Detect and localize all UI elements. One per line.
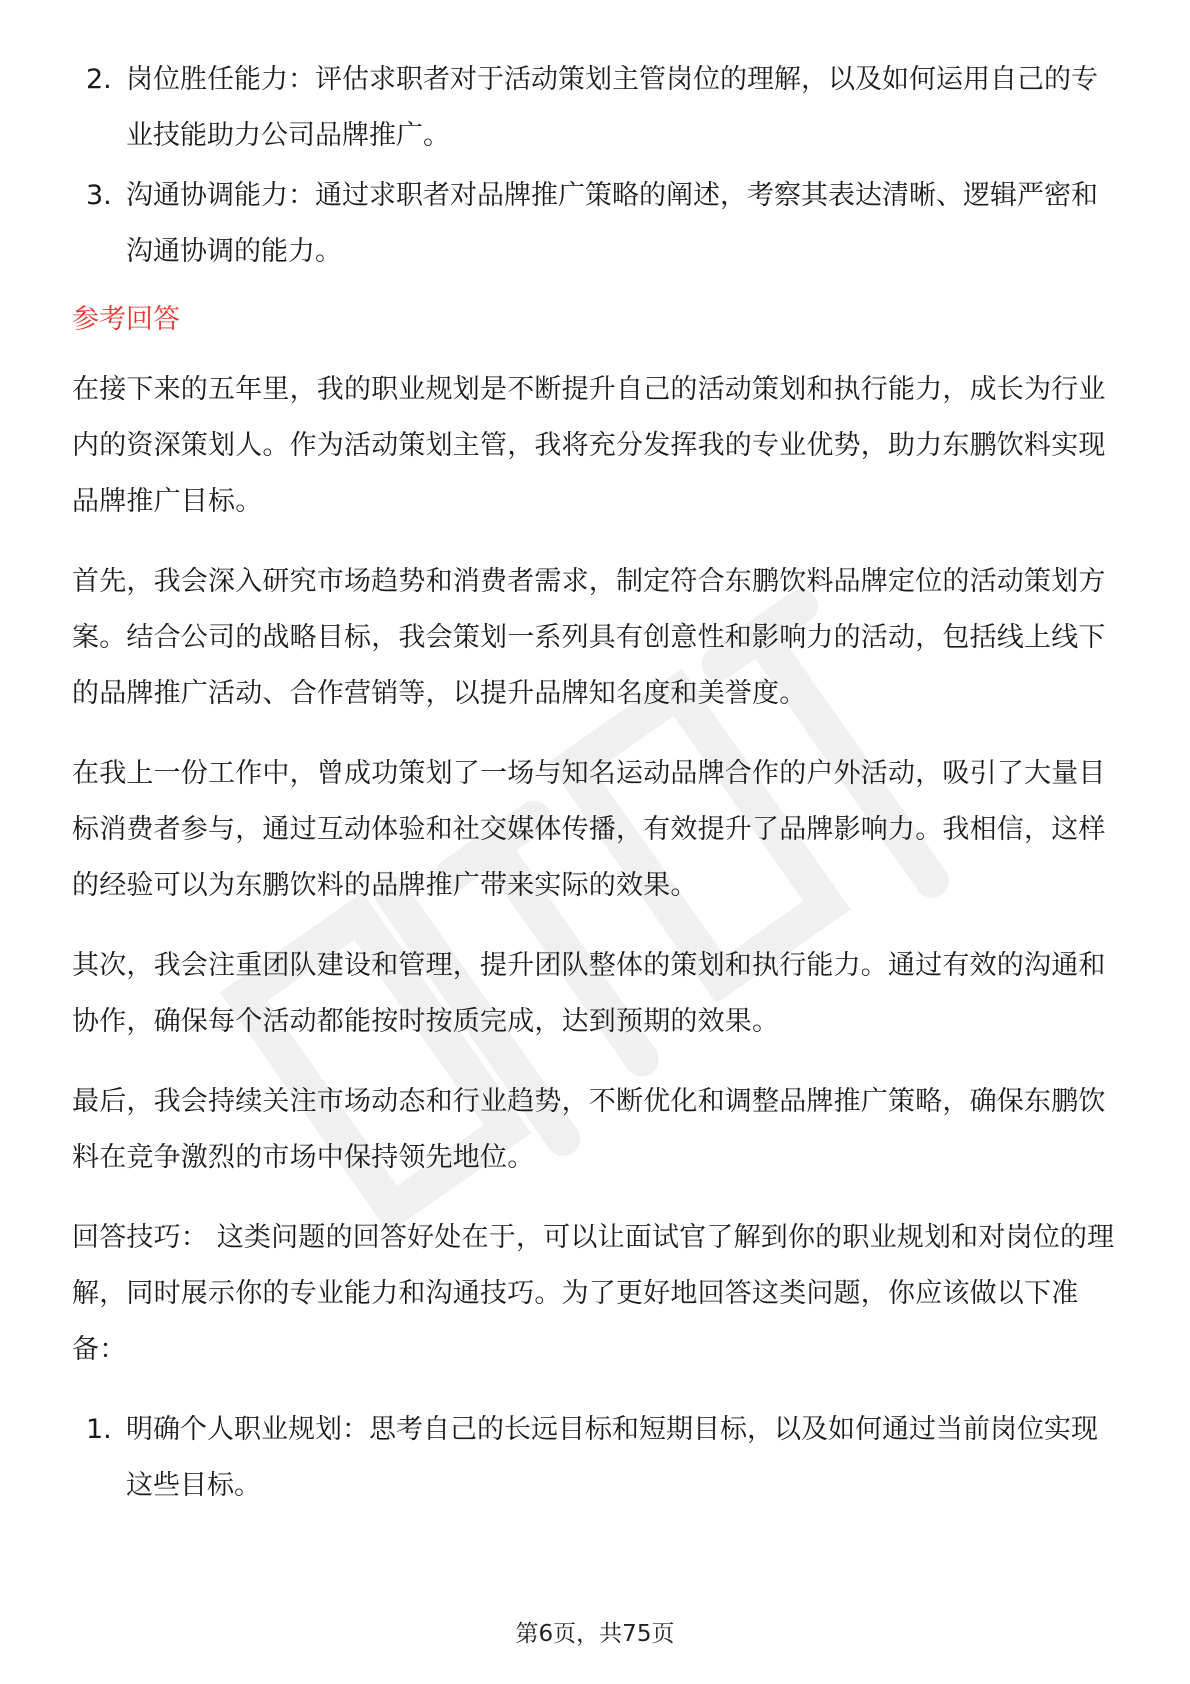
list-number: 3. (86, 180, 112, 211)
page-footer: 第6页，共75页 (515, 1621, 675, 1647)
document-page (72, 52, 1122, 1518)
top-numbered-list (72, 52, 1122, 280)
paragraph: 回答技巧： 这类问题的回答好处在于，可以让面试官了解到你的职业规划和对岗位的理解，同时展示你的专业能力和沟通技巧。为了更好地回答这类问题，你应该做以下准备： (72, 1222, 1115, 1365)
list-item (72, 52, 1122, 164)
paragraph: 其次，我会注重团队建设和管理，提升团队整体的策划和执行能力。通过有效的沟通和协作，确保每个活动都能按时按质完成，达到预期的效果。 (72, 950, 1106, 1037)
list-number: 2. (86, 64, 112, 95)
list-text: 明确个人职业规划：思考自己的长远目标和短期目标，以及如何通过当前岗位实现这些目标。 (126, 1414, 1098, 1501)
paragraph: 在接下来的五年里，我的职业规划是不断提升自己的活动策划和执行能力，成长为行业内的资深策划人。作为活动策划主管，我将充分发挥我的专业优势，助力东鹏饮料实现品牌推广目标。 (72, 374, 1106, 517)
paragraph: 在我上一份工作中，曾成功策划了一场与知名运动品牌合作的户外活动，吸引了大量目标消费者参与，通过互动体验和社交媒体传播，有效提升了品牌影响力。我相信，这样的经验可以为东鹏饮料的品牌推广带来实际的效果。 (72, 758, 1106, 901)
section-title: 参考回答 (72, 304, 180, 335)
list-text: 岗位胜任能力：评估求职者对于活动策划主管岗位的理解，以及如何运用自己的专业技能助力公司品牌推广。 (126, 64, 1098, 151)
list-text: 沟通协调能力：通过求职者对品牌推广策略的阐述，考察其表达清晰、逻辑严密和沟通协调的能力。 (126, 180, 1098, 267)
paragraph: 最后，我会持续关注市场动态和行业趋势，不断优化和调整品牌推广策略，确保东鹏饮料在竞争激烈的市场中保持领先地位。 (72, 1086, 1106, 1173)
paragraph: 首先，我会深入研究市场趋势和消费者需求，制定符合东鹏饮料品牌定位的活动策划方案。结合公司的战略目标，我会策划一系列具有创意性和影响力的活动，包括线上线下的品牌推广活动、合作营销等，以提升品牌知名度和美誉度。 (72, 566, 1106, 709)
list-item (72, 168, 1122, 280)
list-number: 1. (86, 1414, 112, 1445)
list-item (72, 1402, 1122, 1514)
bottom-numbered-list (72, 1402, 1122, 1514)
